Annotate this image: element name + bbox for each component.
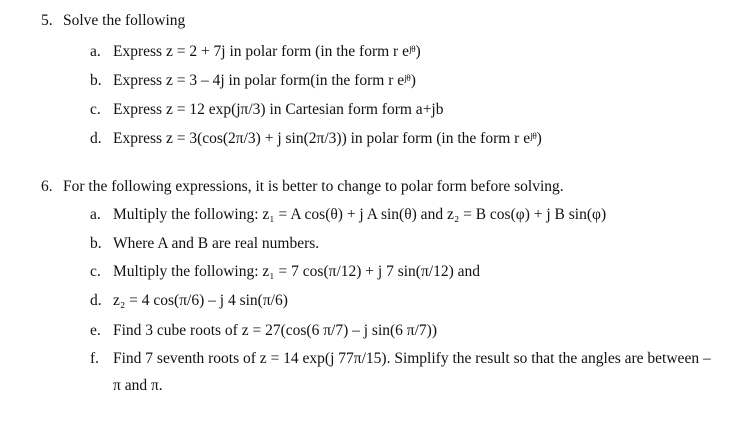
q6-item-f-continuation: π and π. bbox=[113, 377, 163, 394]
question-6-number: 6. bbox=[41, 178, 53, 195]
q6-item-a-letter: a. bbox=[90, 206, 101, 223]
question-5-number: 5. bbox=[41, 12, 53, 29]
q6-item-e-text: Find 3 cube roots of z = 27(cos(6 π/7) – j sin(6 π/7)) bbox=[113, 322, 438, 339]
q5-item-d-text: Express z = 3(cos(2π/3) + j sin(2π/3)) in polar form (in the form r eʲᶿ) bbox=[113, 130, 542, 147]
q5-item-a-text: Express z = 2 + 7j in polar form (in the form r eʲᶿ) bbox=[113, 43, 421, 60]
q6-item-b-letter: b. bbox=[90, 235, 102, 252]
q6-item-d-text: z₂ = 4 cos(π/6) – j 4 sin(π/6) bbox=[113, 292, 288, 309]
q5-item-b-letter: b. bbox=[90, 72, 102, 89]
q6-item-f-letter: f. bbox=[90, 350, 100, 367]
question-5-text: Solve the following bbox=[63, 12, 186, 29]
q5-item-c-letter: c. bbox=[90, 101, 101, 118]
q5-item-a-letter: a. bbox=[90, 43, 101, 60]
q6-item-d-letter: d. bbox=[90, 292, 102, 309]
q6-item-a-text: Multiply the following: z₁ = A cos(θ) + j A sin(θ) and z₂ = B cos(φ) + j B sin(φ) bbox=[113, 206, 607, 223]
q6-item-f-text: Find 7 seventh roots of z = 14 exp(j 77π/15). Simplify the result so that the angles are between – bbox=[113, 350, 711, 367]
q5-item-b-text: Express z = 3 – 4j in polar form(in the form r eʲᶿ) bbox=[113, 72, 416, 89]
q6-item-b-text: Where A and B are real numbers. bbox=[113, 235, 320, 252]
q6-item-c-text: Multiply the following: z₁ = 7 cos(π/12) + j 7 sin(π/12) and bbox=[113, 263, 481, 280]
q6-item-c-letter: c. bbox=[90, 263, 101, 280]
q6-item-e-letter: e. bbox=[90, 322, 101, 339]
q5-item-d-letter: d. bbox=[90, 130, 102, 147]
question-6-text: For the following expressions, it is better to change to polar form before solving. bbox=[63, 178, 564, 195]
q5-item-c-text: Express z = 12 exp(jπ/3) in Cartesian form form a+jb bbox=[113, 101, 444, 118]
